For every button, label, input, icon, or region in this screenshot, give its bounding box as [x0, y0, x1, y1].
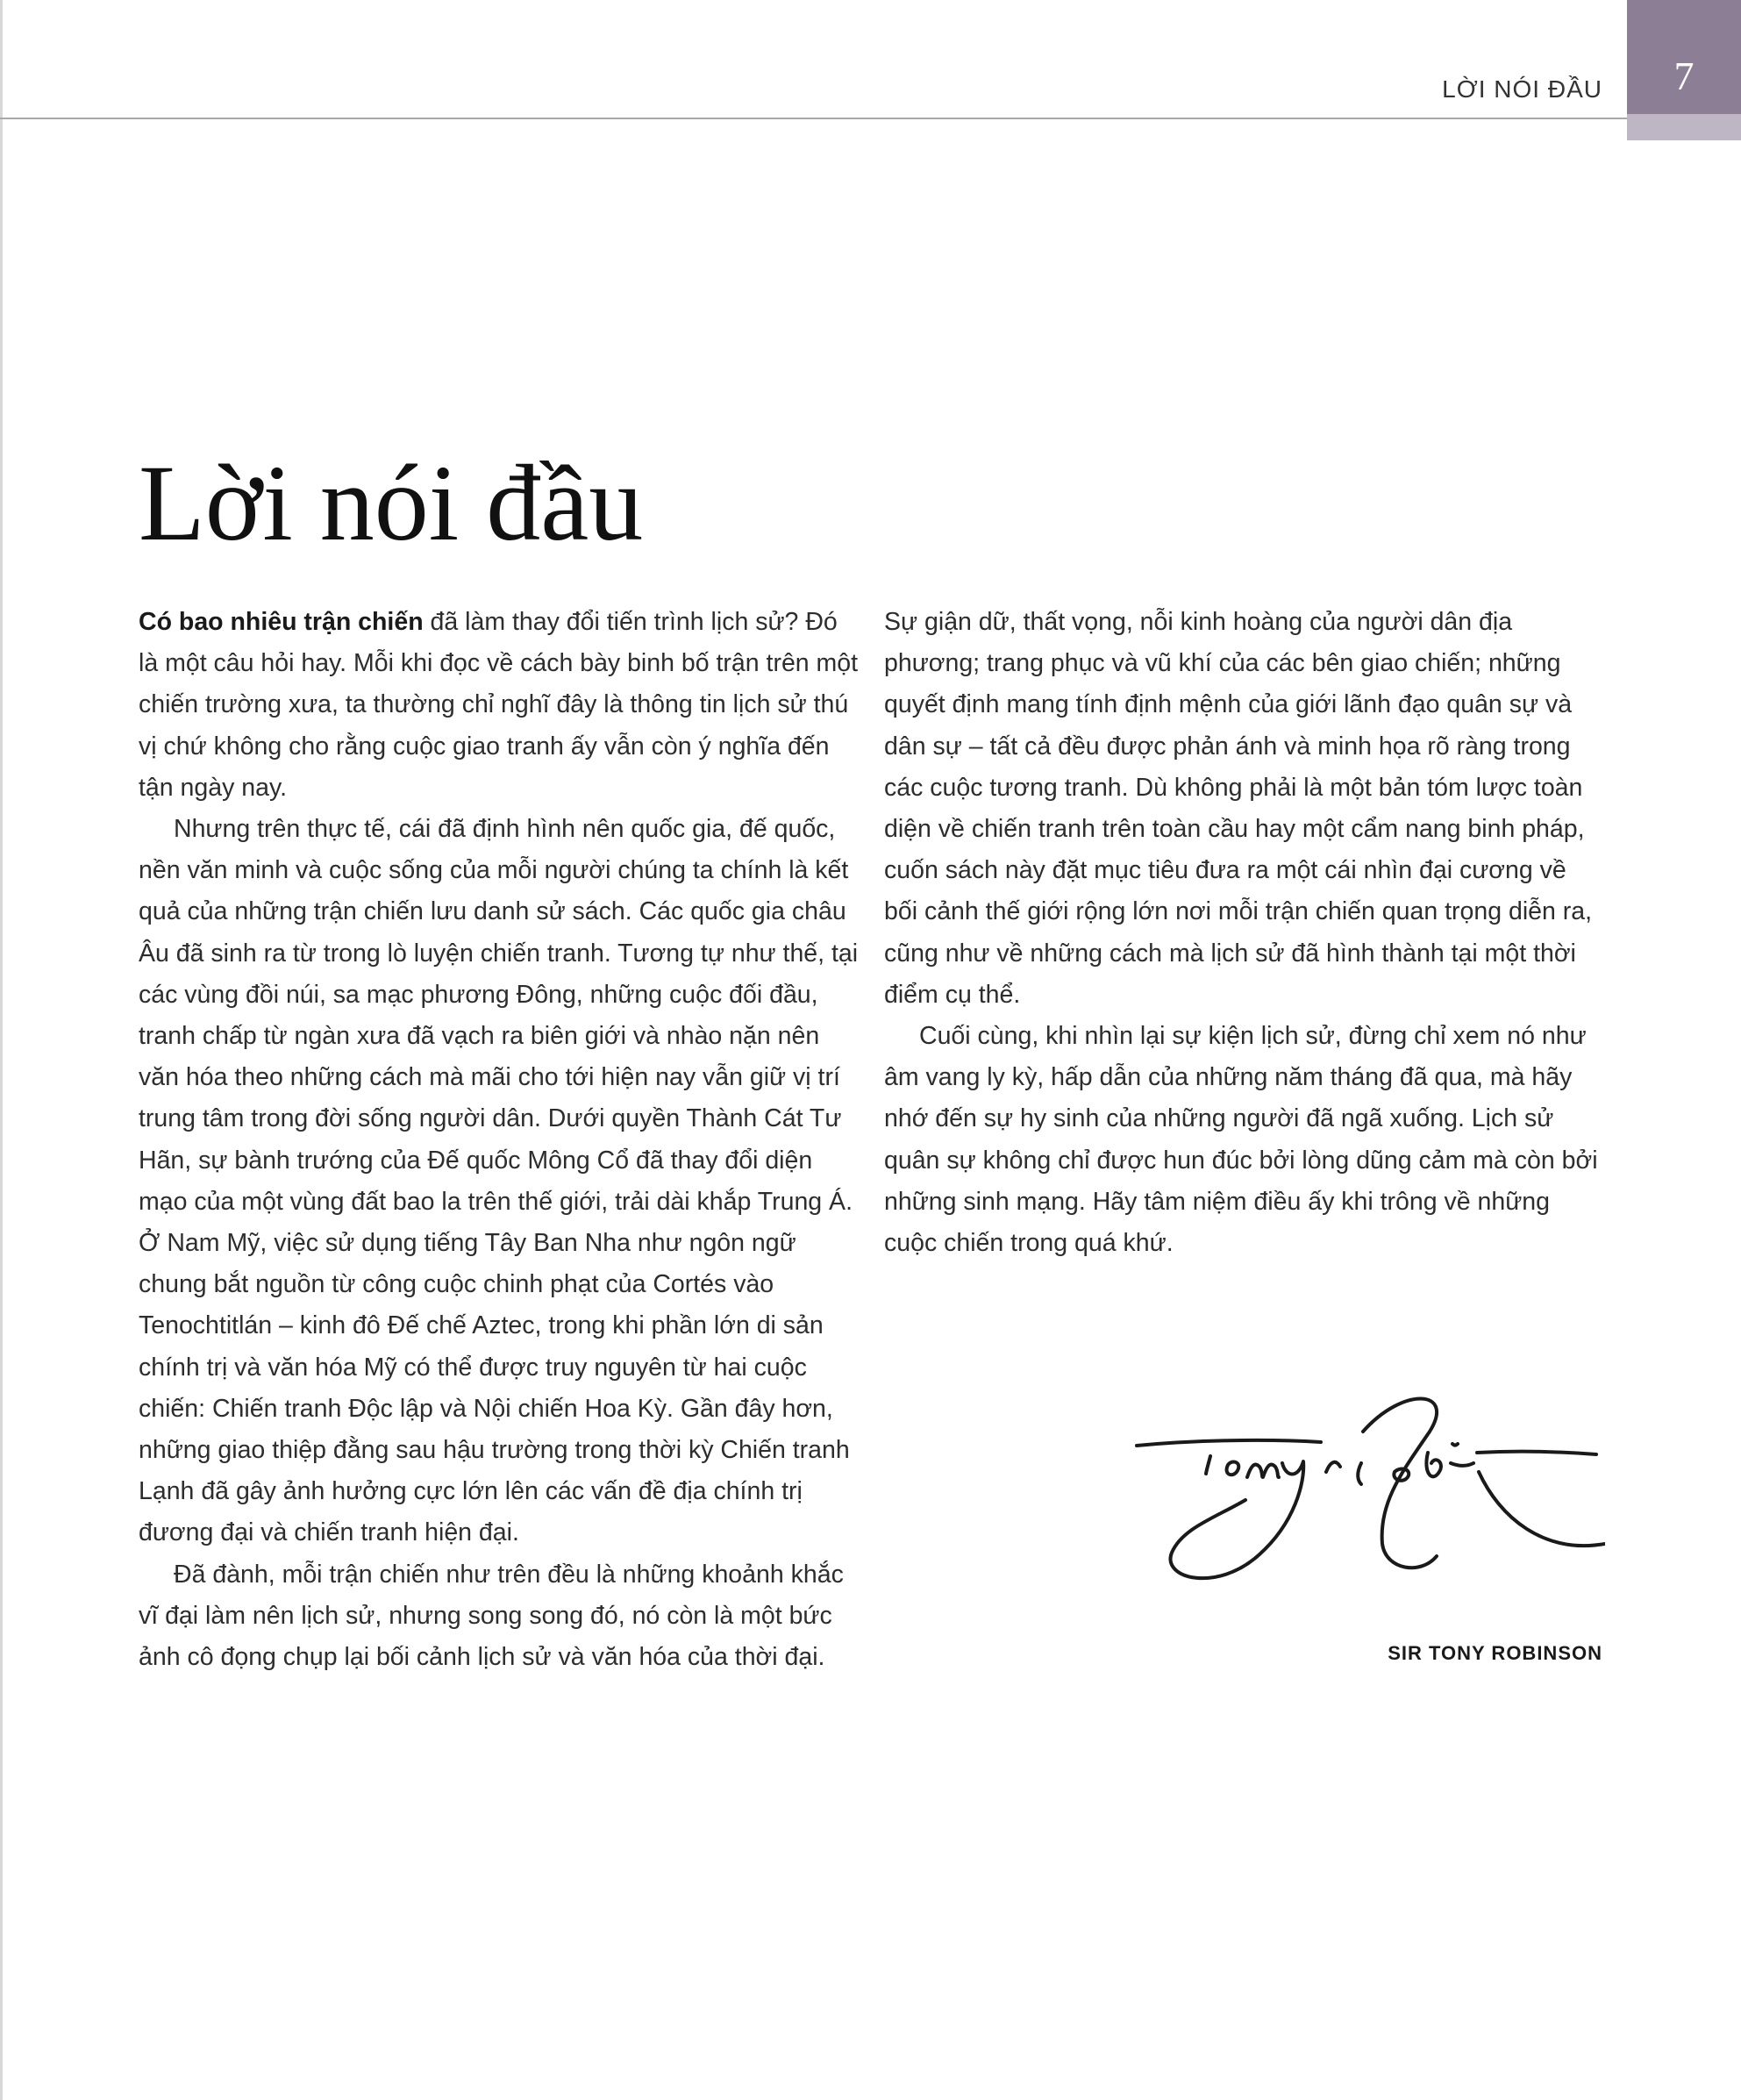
author-name: SIR TONY ROBINSON	[1388, 1642, 1602, 1664]
page-edge-shadow	[0, 0, 3, 2100]
lead-in: Có bao nhiêu trận chiến	[139, 608, 424, 636]
left-column	[139, 602, 860, 1678]
page-tab-strip	[1627, 114, 1741, 140]
signature-image	[1131, 1368, 1605, 1623]
paragraph-1-text: đã làm thay đổi tiến trình lịch sử? Đó là một câu hỏi hay. Mỗi khi đọc về cách bày binh bố trận trên một chiến trường xưa, ta thường chỉ nghĩ đây là thông tin lịch sử thú vị chứ không cho rằng cuộc giao tranh ấy vẫn còn ý nghĩa đến tận ngày nay.	[139, 608, 859, 802]
page-number: 7	[1673, 54, 1695, 98]
right-column	[884, 602, 1605, 1264]
header-rule	[0, 118, 1627, 119]
paragraph-4: Sự giận dữ, thất vọng, nỗi kinh hoàng của người dân địa phương; trang phục và vũ khí của các bên giao chiến; những quyết định mang tính định mệnh của giới lãnh đạo quân sự và dân sự – tất cả đều được phản ánh và minh họa rõ ràng trong các cuộc tương tranh. Dù không phải là một bản tóm lược toàn diện về chiến tranh trên toàn cầu hay một cẩm nang binh pháp, cuốn sách này đặt mục tiêu đưa ra một cái nhìn đại cương về bối cảnh thế giới rộng lớn nơi mỗi trận chiến quan trọng diễn ra, cũng như về những cách mà lịch sử đã hình thành tại một thời điểm cụ thể.	[884, 608, 1593, 1009]
running-head: LỜI NÓI ĐẦU	[1442, 75, 1602, 103]
page-number-tab	[1627, 0, 1741, 140]
paragraph-2: Nhưng trên thực tế, cái đã định hình nên quốc gia, đế quốc, nền văn minh và cuộc sống của mỗi người chúng ta chính là kết quả của những trận chiến lưu danh sử sách. Các quốc gia châu Âu đã sinh ra từ trong lò luyện chiến tranh. Tương tự như thế, tại các vùng đồi núi, sa mạc phương Đông, những cuộc đối đầu, tranh chấp từ ngàn xưa đã vạch ra biên giới và nhào nặn nên văn hóa theo những cách mà mãi cho tới hiện nay vẫn giữ vị trí trung tâm trong đời sống người dân. Dưới quyền Thành Cát Tư Hãn, sự bành trướng của Đế quốc Mông Cổ đã thay đổi diện mạo của một vùng đất bao la trên thế giới, trải dài khắp Trung Á. Ở Nam Mỹ, việc sử dụng tiếng Tây Ban Nha như ngôn ngữ chung bắt nguồn từ công cuộc chinh phạt của Cortés vào Tenochtitlán – kinh đô Đế chế Aztec, trong khi phần lớn di sản chính trị và văn hóa Mỹ có thể được truy nguyên từ hai cuộc chiến: Chiến tranh Độc lập và Nội chiến Hoa Kỳ. Gần đây hơn, những giao thiệp đằng sau hậu trường trong thời kỳ Chiến tranh Lạnh đã gây ảnh hưởng cực lớn lên các vấn đề địa chính trị đương đại và chiến tranh hiện đại.	[139, 815, 859, 1547]
paragraph-5: Cuối cùng, khi nhìn lại sự kiện lịch sử, đừng chỉ xem nó như âm vang ly kỳ, hấp dẫn của những năm tháng đã qua, mà hãy nhớ đến sự hy sinh của những người đã ngã xuống. Lịch sử quân sự không chỉ được hun đúc bởi lòng dũng cảm mà còn bởi những sinh mạng. Hãy tâm niệm điều ấy khi trông về những cuộc chiến trong quá khứ.	[884, 1022, 1598, 1258]
paragraph-1	[139, 602, 860, 809]
page-title: Lời nói đầu	[139, 443, 644, 563]
paragraph-3: Đã đành, mỗi trận chiến như trên đều là những khoảnh khắc vĩ đại làm nên lịch sử, nhưng song song đó, nó còn là một bức ảnh cô đọng chụp lại bối cảnh lịch sử và văn hóa của thời đại.	[139, 1560, 844, 1672]
